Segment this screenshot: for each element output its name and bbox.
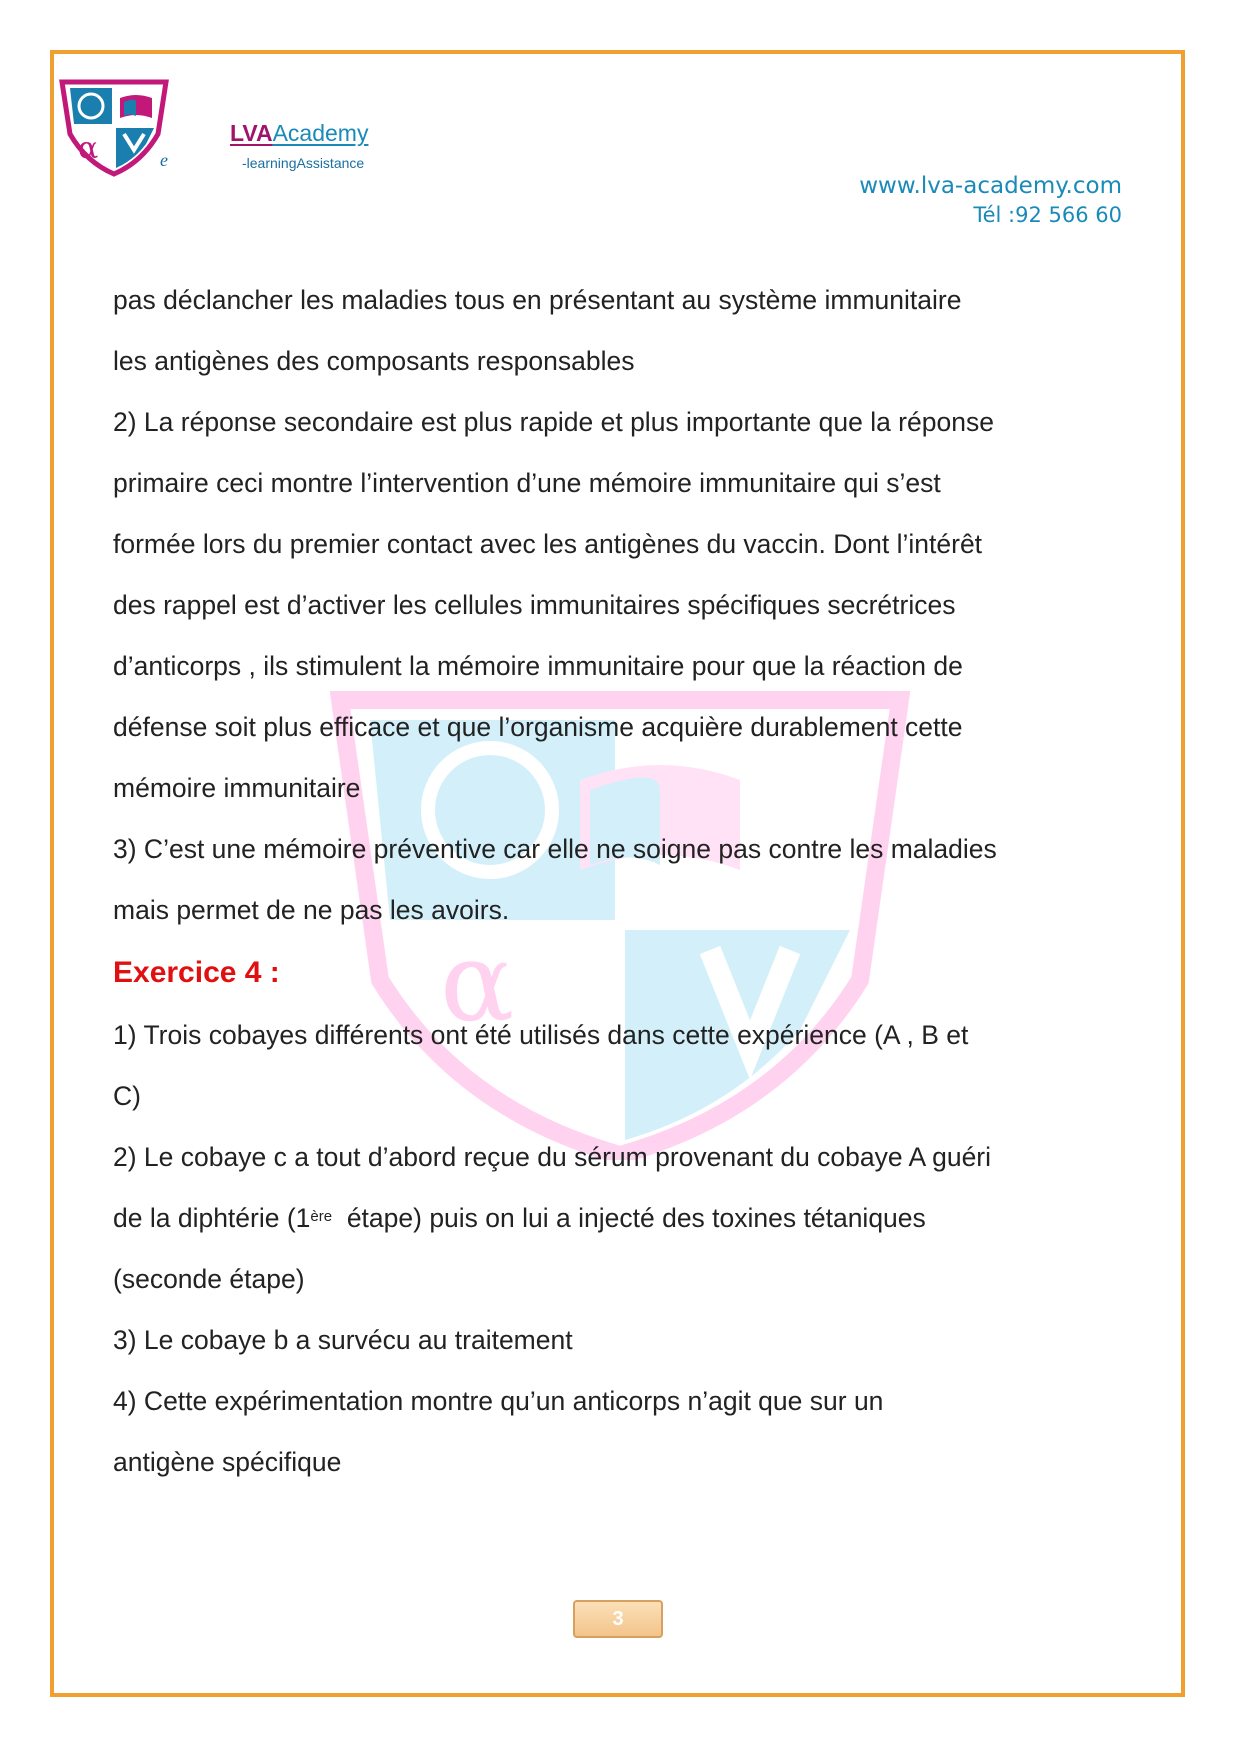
text-line: 2) Le cobaye c a tout d’abord reçue du sérum provenant du cobaye A guéri (113, 1142, 992, 1172)
text-line: (seconde étape) (113, 1264, 305, 1294)
svg-text:α: α (78, 131, 99, 166)
text-line: 3) Le cobaye b a survécu au traitement (113, 1325, 573, 1355)
text-fragment: de la diphtérie (1 (113, 1203, 311, 1233)
text-line: C) (113, 1081, 141, 1111)
text-fragment: étape) puis on lui a injecté des toxines tétaniques (332, 1203, 926, 1233)
text-line: mémoire immunitaire (113, 773, 361, 803)
brand-lva: LVA (230, 120, 273, 146)
logo-letter-e: e (160, 150, 168, 170)
text-line: défense soit plus efficace et que l’organisme acquière durablement cette (113, 712, 963, 742)
brand-tagline: -learningAssistance (242, 155, 365, 171)
svg-text:α: α (440, 918, 515, 1046)
text-line: les antigènes des composants responsables (113, 346, 635, 376)
lva-academy-logo-icon (58, 78, 170, 178)
exercise-heading: Exercice 4 : (113, 956, 280, 989)
brand-name (230, 120, 368, 147)
text-line-with-superscript (113, 1188, 1133, 1249)
text-line: d’anticorps , ils stimulent la mémoire immunitaire pour que la réaction de (113, 651, 963, 681)
text-line: pas déclancher les maladies tous en présentant au système immunitaire (113, 285, 962, 315)
brand-academy: Academy (272, 120, 369, 146)
text-line: mais permet de ne pas les avoirs. (113, 895, 510, 925)
superscript: ère (310, 1208, 333, 1225)
text-line: primaire ceci montre l’intervention d’une mémoire immunitaire qui s’est (113, 468, 941, 498)
phone-number: Tél :92 566 60 (973, 203, 1122, 227)
website-link[interactable]: www.lva-academy.com (859, 173, 1122, 199)
text-line: 4) Cette expérimentation montre qu’un anticorps n’agit que sur un (113, 1386, 884, 1416)
text-line: des rappel est d’activer les cellules immunitaires spécifiques secrétrices (113, 590, 956, 620)
text-line: 3) C’est une mémoire préventive car elle ne soigne pas contre les maladies (113, 834, 997, 864)
document-body (113, 270, 1133, 1493)
text-line: antigène spécifique (113, 1447, 342, 1477)
contact-block (859, 172, 1122, 230)
page-number-badge: 3 (573, 1600, 663, 1638)
text-line: 2) La réponse secondaire est plus rapide et plus importante que la réponse (113, 407, 994, 437)
text-line: 1) Trois cobayes différents ont été utilisés dans cette expérience (A , B et (113, 1020, 969, 1050)
text-line: formée lors du premier contact avec les antigènes du vaccin. Dont l’intérêt (113, 529, 983, 559)
